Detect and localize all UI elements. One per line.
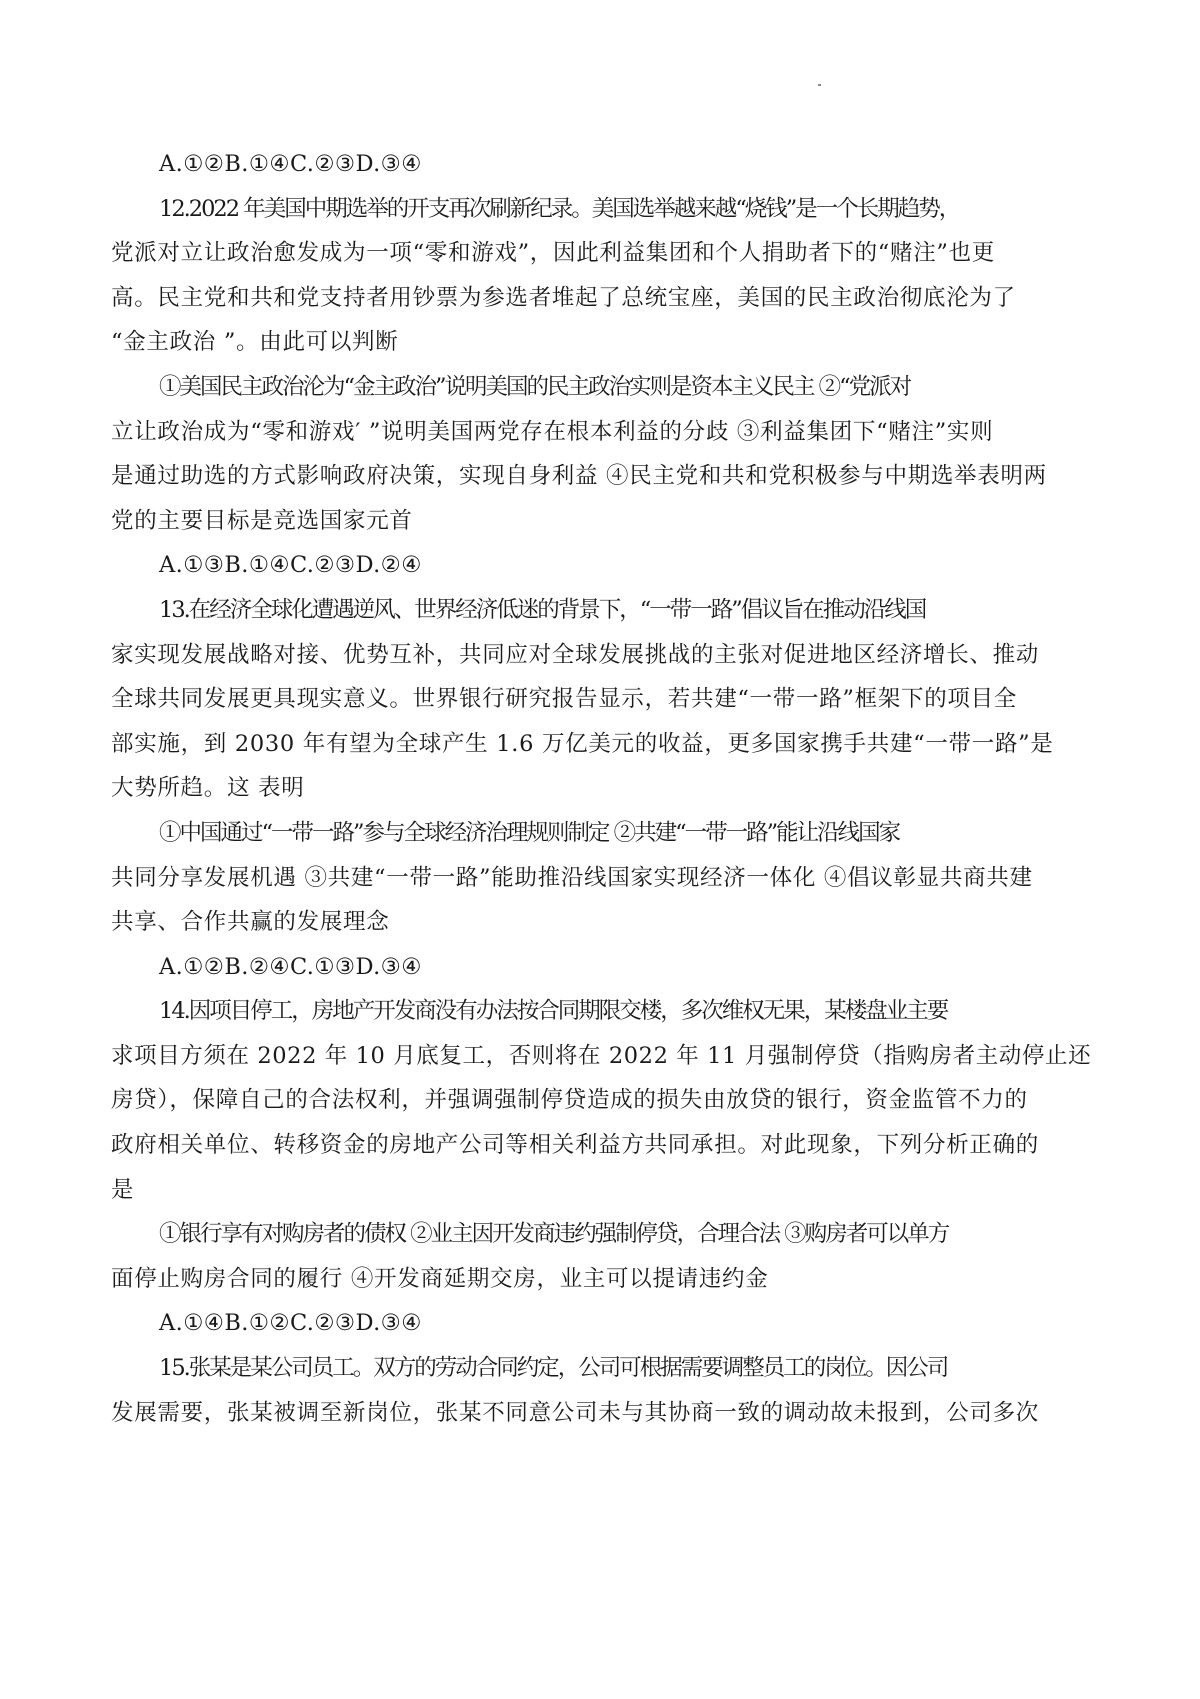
q14-statement-line: 面停止购房合同的履行 ④开发商延期交房，业主可以提请违约金 xyxy=(111,1265,769,1292)
q14-stem-line: 是 xyxy=(111,1176,135,1203)
q14-stem xyxy=(111,989,1091,1212)
q13-stem-line: 部实施，到 2030 年有望为全球产生 1.6 万亿美元的收益，更多国家携手共建“一带一路”是 xyxy=(111,730,1054,757)
q13-statement-line: 共同分享发展机遇 ③共建“一带一路”能助推沿线国家实现经济一体化 ④倡议彰显共商共建 xyxy=(111,864,1033,891)
q13-stem-line: 大势所趋。这 表明 xyxy=(111,775,305,802)
q12-stem-line: 12.2022 年美国中期选举的开支再次刷新纪录。美国选举越来越“烧钱”是一个长期趋势， xyxy=(159,195,960,222)
q14-options: A.①④B.①②C.②③D.③④ xyxy=(159,1310,422,1337)
q12-stem xyxy=(111,187,1091,365)
q12-statement-line: 是通过助选的方式影响政府决策，实现自身利益 ④民主党和共和党积极参与中期选举表明两 xyxy=(111,463,1047,490)
q12-stem-line: 党派对立让政治愈发成为一项“零和游戏”，因此利益集团和个人捐助者下的“赌注”也更 xyxy=(111,240,996,267)
q14-stem-line: 求项目方须在 2022 年 10 月底复工，否则将在 2022 年 11 月强制停贷（指购房者主动停止还 xyxy=(111,1042,1092,1069)
q14-stem-line: 政府相关单位、转移资金的房地产公司等相关利益方共同承担。对此现象，下列分析正确的 xyxy=(111,1132,1040,1159)
q14-statements xyxy=(111,1212,1091,1301)
scan-speck xyxy=(818,84,821,86)
q12-statement-line: 立让政治成为“零和游戏′ ”说明美国两党存在根本利益的分歧 ③利益集团下“赌注”实则 xyxy=(111,418,994,445)
q13-statements xyxy=(111,811,1091,945)
q14-statement-line: ①银行享有对购房者的债权 ②业主因开发商违约强制停贷，合理合法 ③购房者可以单方 xyxy=(159,1221,949,1248)
q12-statement-line: ①美国民主政治沦为“金主政治”说明美国的民主政治实则是资本主义民主 ②“党派对 xyxy=(159,373,911,400)
q12-stem-line: “金主政治 ”。由此可以判断 xyxy=(111,329,399,356)
q12-statement-line: 党的主要目标是竞选国家元首 xyxy=(111,507,413,534)
q13-options: A.①②B.②④C.①③D.③④ xyxy=(159,953,422,980)
exam-page xyxy=(111,142,1091,1435)
q12-options: A.①③B.①④C.②③D.②④ xyxy=(159,552,422,579)
q12-statements xyxy=(111,365,1091,543)
q15-stem-line: 15.张某是某公司员工。双方的劳动合同约定，公司可根据需要调整员工的岗位。因公司 xyxy=(159,1355,948,1382)
q14-stem-line: 14.因项目停工，房地产开发商没有办法按合同期限交楼，多次维权无果，某楼盘业主要 xyxy=(159,998,948,1025)
q15-stem-line: 发展需要，张某被调至新岗位，张某不同意公司未与其协商一致的调动故未报到，公司多次 xyxy=(111,1399,1040,1426)
q15-stem xyxy=(111,1346,1091,1435)
q13-stem-line: 家实现发展战略对接、优势互补，共同应对全球发展挑战的主张对促进地区经济增长、推动 xyxy=(111,641,1040,668)
q13-statement-line: 共享、合作共赢的发展理念 xyxy=(111,909,390,936)
q13-statement-line: ①中国通过“一带一路”参与全球经济治理规则制定 ②共建“一带一路”能让沿线国家 xyxy=(159,819,900,846)
q13-stem-line: 13.在经济全球化遭遇逆风、世界经济低迷的背景下，“一带一路”倡议旨在推动沿线国 xyxy=(159,596,926,623)
q11-options: A.①②B.①④C.②③D.③④ xyxy=(159,151,422,177)
q14-stem-line: 房贷），保障自己的合法权利，并强调强制停贷造成的损失由放贷的银行，资金监管不力的 xyxy=(111,1087,1028,1114)
q13-stem-line: 全球共同发展更具现实意义。世界银行研究报告显示，若共建“一带一路”框架下的项目全 xyxy=(111,686,1018,713)
q12-stem-line: 高。民主党和共和党支持者用钞票为参选者堆起了总统宝座，美国的民主政治彻底沦为了 xyxy=(111,284,1016,311)
q13-stem xyxy=(111,588,1091,811)
